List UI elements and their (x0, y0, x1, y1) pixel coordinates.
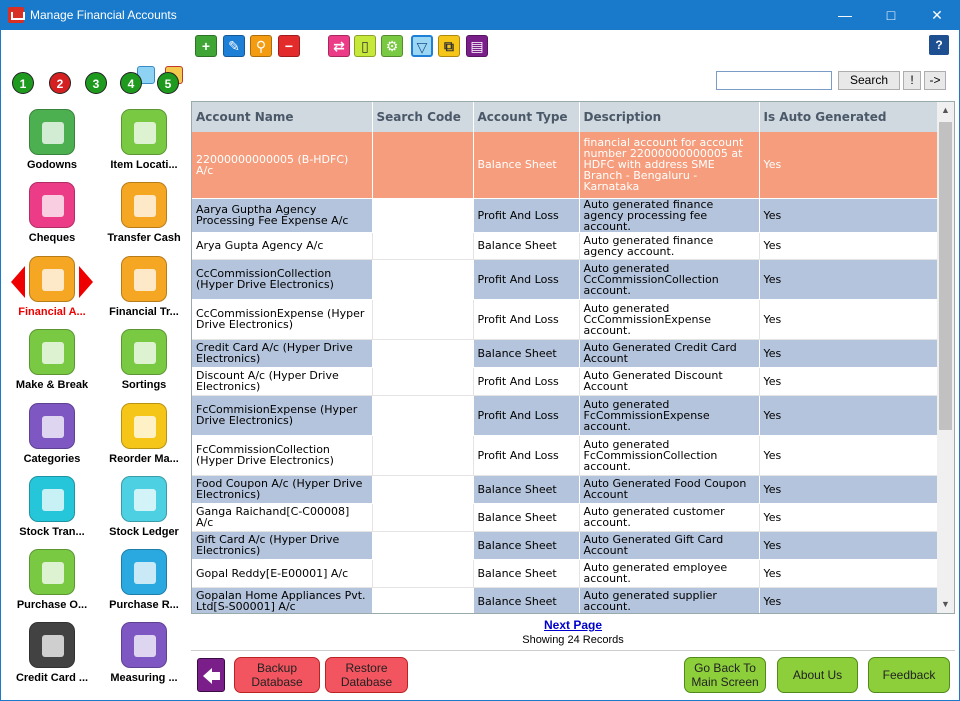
table-cell: Gopal Reddy[E-E00001] A/c (192, 559, 372, 587)
search-input[interactable] (716, 71, 832, 90)
table-cell: FcCommisionExpense (Hyper Drive Electronics) (192, 395, 372, 435)
table-cell (372, 395, 473, 435)
sidebar-tile-measuring[interactable] (99, 622, 189, 684)
split-arrows-icon (29, 329, 75, 375)
delete-button[interactable] (278, 35, 300, 57)
table-cell: Gopalan Home Appliances Pvt. Ltd[S-S00001] A/c (192, 587, 372, 614)
minimize-button[interactable]: — (838, 7, 852, 23)
sidebar-tile-stock-tran[interactable] (7, 476, 97, 538)
sidebar-tile-purchase-o[interactable] (7, 549, 97, 611)
window-title: Manage Financial Accounts (30, 8, 177, 22)
table-row[interactable] (192, 531, 938, 559)
table-row[interactable] (192, 132, 938, 198)
warehouse-icon (29, 109, 75, 155)
table-row[interactable] (192, 395, 938, 435)
sidebar-tile-label: Stock Ledger (109, 526, 179, 538)
account-name-header[interactable]: Account Name (192, 102, 372, 132)
table-cell: Balance Sheet (473, 587, 579, 614)
table-cell: Balance Sheet (473, 475, 579, 503)
scroll-thumb[interactable] (939, 122, 952, 430)
cart-icon (8, 7, 24, 23)
sidebar-tile-label: Purchase R... (109, 599, 179, 611)
credit-card-icon (29, 622, 75, 668)
sidebar-tile-label: Financial Tr... (109, 306, 179, 318)
step-1-button[interactable]: 1 (12, 72, 34, 94)
table-cell: Balance Sheet (473, 559, 579, 587)
table-cell: Yes (759, 339, 938, 367)
table-cell: FcCommissionCollection (Hyper Drive Electronics) (192, 435, 372, 475)
filter-button[interactable] (411, 35, 433, 57)
accounts-grid (191, 101, 955, 614)
about-us-button[interactable]: About Us (777, 657, 858, 693)
delivery-truck-icon (121, 549, 167, 595)
table-cell: Balance Sheet (473, 531, 579, 559)
go-back-main-button[interactable]: Go Back To Main Screen (684, 657, 766, 693)
settings-button[interactable] (381, 35, 403, 57)
sidebar-tile-label: Financial A... (18, 306, 86, 318)
minus-icon: − (284, 38, 294, 54)
pencil-icon: ✎ (228, 38, 240, 54)
sidebar-tile-categories[interactable] (7, 403, 97, 465)
magnifier-icon: ⚲ (255, 38, 267, 54)
sidebar-tile-label: Item Locati... (110, 159, 178, 171)
sidebar-tile-sortings[interactable] (99, 329, 189, 391)
table-cell: Food Coupon A/c (Hyper Drive Electronics) (192, 475, 372, 503)
sidebar-tile-credit-card[interactable] (7, 622, 97, 684)
table-row[interactable] (192, 259, 938, 299)
table-cell: Yes (759, 395, 938, 435)
sidebar-tile-label: Measuring ... (110, 672, 178, 684)
sidebar-tile-label: Categories (23, 453, 81, 465)
table-cell: Yes (759, 587, 938, 614)
table-cell: Yes (759, 435, 938, 475)
table-row[interactable] (192, 232, 938, 259)
table-cell: Yes (759, 503, 938, 531)
new-doc-button[interactable] (354, 35, 376, 57)
sidebar-tile-cheques[interactable] (7, 182, 97, 244)
table-cell: Auto generated finance agency account. (579, 232, 759, 259)
table-cell (372, 559, 473, 587)
sidebar-tile-label: Purchase O... (16, 599, 88, 611)
search-code-header[interactable]: Search Code (372, 102, 473, 132)
table-row[interactable] (192, 559, 938, 587)
search-button[interactable] (250, 35, 272, 57)
table-header-row (192, 102, 938, 132)
table-cell (372, 259, 473, 299)
table-cell: Auto generated FcCommissionCollection account. (579, 435, 759, 475)
table-cell: Yes (759, 132, 938, 198)
go-button[interactable]: -> (924, 71, 946, 90)
table-cell: Yes (759, 475, 938, 503)
table-cell (372, 339, 473, 367)
table-cell: Profit And Loss (473, 367, 579, 395)
table-cell: Yes (759, 198, 938, 232)
pager (191, 618, 955, 646)
table-cell: Profit And Loss (473, 395, 579, 435)
step-5-button[interactable]: 5 (157, 72, 179, 94)
back-button[interactable] (197, 658, 225, 692)
help-button[interactable]: ? (929, 35, 949, 55)
maximize-button[interactable]: □ (886, 7, 896, 23)
table-cell (372, 232, 473, 259)
document-icon: ▯ (361, 38, 369, 54)
ruler-icon (121, 622, 167, 668)
account-type-header[interactable]: Account Type (473, 102, 579, 132)
table-cell: Balance Sheet (473, 132, 579, 198)
table-cell: Profit And Loss (473, 259, 579, 299)
sidebar-tile-transfer-cash[interactable] (99, 182, 189, 244)
table-row[interactable] (192, 198, 938, 232)
record-count: Showing 24 Records (522, 634, 624, 646)
sidebar-tile-godowns[interactable] (7, 109, 97, 171)
table-cell: Yes (759, 367, 938, 395)
table-cell: Aarya Guptha Agency Processing Fee Expense A/c (192, 198, 372, 232)
table-row[interactable] (192, 587, 938, 614)
sidebar-tile-label: Credit Card ... (15, 672, 89, 684)
table-cell: Auto Generated Credit Card Account (579, 339, 759, 367)
plus-icon: + (201, 38, 211, 54)
table-cell: Yes (759, 531, 938, 559)
table-cell: CcCommissionExpense (Hyper Drive Electronics) (192, 299, 372, 339)
table-cell: Arya Gupta Agency A/c (192, 232, 372, 259)
table-cell: Yes (759, 232, 938, 259)
table-cell (372, 531, 473, 559)
table-cell: Ganga Raichand[C-C00008] A/c (192, 503, 372, 531)
title-bar (0, 0, 960, 30)
table-cell: Gift Card A/c (Hyper Drive Electronics) (192, 531, 372, 559)
scroll-up-icon[interactable]: ▲ (941, 105, 950, 115)
table-cell: CcCommissionCollection (Hyper Drive Electronics) (192, 259, 372, 299)
table-cell (372, 587, 473, 614)
table-cell: Balance Sheet (473, 232, 579, 259)
sidebar-tile-stock-ledger[interactable] (99, 476, 189, 538)
table-row[interactable] (192, 367, 938, 395)
add-button[interactable] (195, 35, 217, 57)
table-cell (372, 475, 473, 503)
table-cell (372, 503, 473, 531)
scroll-down-icon[interactable]: ▼ (941, 599, 950, 609)
table-row[interactable] (192, 435, 938, 475)
report-icon: ▤ (470, 38, 484, 54)
close-button[interactable]: ✕ (931, 7, 943, 23)
swap-button[interactable] (328, 35, 350, 57)
sidebar-tile-reorder-ma[interactable] (99, 403, 189, 465)
report-button[interactable] (466, 35, 488, 57)
table-row[interactable] (192, 475, 938, 503)
sidebar-tile-label: Transfer Cash (107, 232, 181, 244)
step-4-button[interactable]: 4 (120, 72, 142, 94)
cheque-icon (29, 182, 75, 228)
table-cell: Auto Generated Food Coupon Account (579, 475, 759, 503)
sidebar-tile-label: Sortings (121, 379, 167, 391)
description-header[interactable]: Description (579, 102, 759, 132)
bottom-divider (191, 650, 955, 651)
sidebar-tile-purchase-r[interactable] (99, 549, 189, 611)
swap-icon: ⇄ (333, 38, 345, 54)
stock-transfer-icon (29, 476, 75, 522)
table-cell (372, 132, 473, 198)
table-cell: Yes (759, 259, 938, 299)
step-3-button[interactable]: 3 (85, 72, 107, 94)
sorting-tree-icon (121, 329, 167, 375)
table-cell: Profit And Loss (473, 435, 579, 475)
sidebar-tile-label: Stock Tran... (19, 526, 85, 538)
table-row[interactable] (192, 339, 938, 367)
backup-database-button[interactable]: Backup Database (234, 657, 320, 693)
coins-icon (29, 256, 75, 302)
gear-icon: ⚙ (385, 38, 399, 54)
table-cell: Yes (759, 559, 938, 587)
table-cell (372, 367, 473, 395)
search-submit-button[interactable]: Search (838, 71, 900, 90)
table-cell: Balance Sheet (473, 503, 579, 531)
table-cell: Auto Generated Discount Account (579, 367, 759, 395)
vertical-scrollbar[interactable] (937, 102, 954, 613)
table-cell: Yes (759, 299, 938, 339)
sidebar-tile-label: Reorder Ma... (109, 453, 179, 465)
feedback-button[interactable]: Feedback (868, 657, 950, 693)
table-cell: Auto generated CcCommissionCollection account. (579, 259, 759, 299)
cash-register-icon (121, 182, 167, 228)
exclamation-button[interactable]: ! (903, 71, 921, 90)
sidebar-tile-make-break[interactable] (7, 329, 97, 391)
table-cell (372, 299, 473, 339)
sidebar-tile-label: Godowns (26, 159, 78, 171)
bar-chart-icon (121, 476, 167, 522)
sidebar-tile-label: Cheques (28, 232, 76, 244)
table-cell: Auto generated finance agency processing fee account. (579, 198, 759, 232)
table-cell: financial account for account number 22000000000005 at HDFC with address SME Branch - Bengaluru - Karnataka (579, 132, 759, 198)
coin-transfer-icon (121, 256, 167, 302)
table-cell: Auto generated supplier account. (579, 587, 759, 614)
reorder-arrows-icon (121, 403, 167, 449)
table-cell: Auto generated employee account. (579, 559, 759, 587)
table-cell (372, 435, 473, 475)
table-cell: Auto generated customer account. (579, 503, 759, 531)
edit-button[interactable] (223, 35, 245, 57)
table-cell: Auto generated CcCommissionExpense account. (579, 299, 759, 339)
filter-icon: ▽ (416, 39, 428, 55)
table-cell: Profit And Loss (473, 299, 579, 339)
sidebar-tile-financial-tr[interactable] (99, 256, 189, 318)
table-cell: 22000000000005 (B-HDFC) A/c (192, 132, 372, 198)
sidebar-tile-item-locati[interactable] (99, 109, 189, 171)
active-left-arrow-icon (11, 266, 25, 298)
table-cell: Auto generated FcCommissionExpense account. (579, 395, 759, 435)
table-cell: Auto Generated Gift Card Account (579, 531, 759, 559)
table-row[interactable] (192, 503, 938, 531)
is-auto-generated-header[interactable]: Is Auto Generated (759, 102, 938, 132)
step-2-button[interactable]: 2 (49, 72, 71, 94)
table-cell: Discount A/c (Hyper Drive Electronics) (192, 367, 372, 395)
table-cell: Balance Sheet (473, 339, 579, 367)
table-cell: Profit And Loss (473, 198, 579, 232)
active-right-arrow-icon (79, 266, 93, 298)
copy-button[interactable] (438, 35, 460, 57)
table-row[interactable] (192, 299, 938, 339)
category-tree-icon (29, 403, 75, 449)
checklist-icon (29, 549, 75, 595)
next-page-link[interactable]: Next Page (543, 618, 603, 632)
table-cell (372, 198, 473, 232)
sidebar-tile-label: Make & Break (15, 379, 89, 391)
copy-icon: ⧉ (444, 38, 454, 54)
table-cell: Credit Card A/c (Hyper Drive Electronics) (192, 339, 372, 367)
restore-database-button[interactable]: Restore Database (325, 657, 408, 693)
map-pin-icon (121, 109, 167, 155)
